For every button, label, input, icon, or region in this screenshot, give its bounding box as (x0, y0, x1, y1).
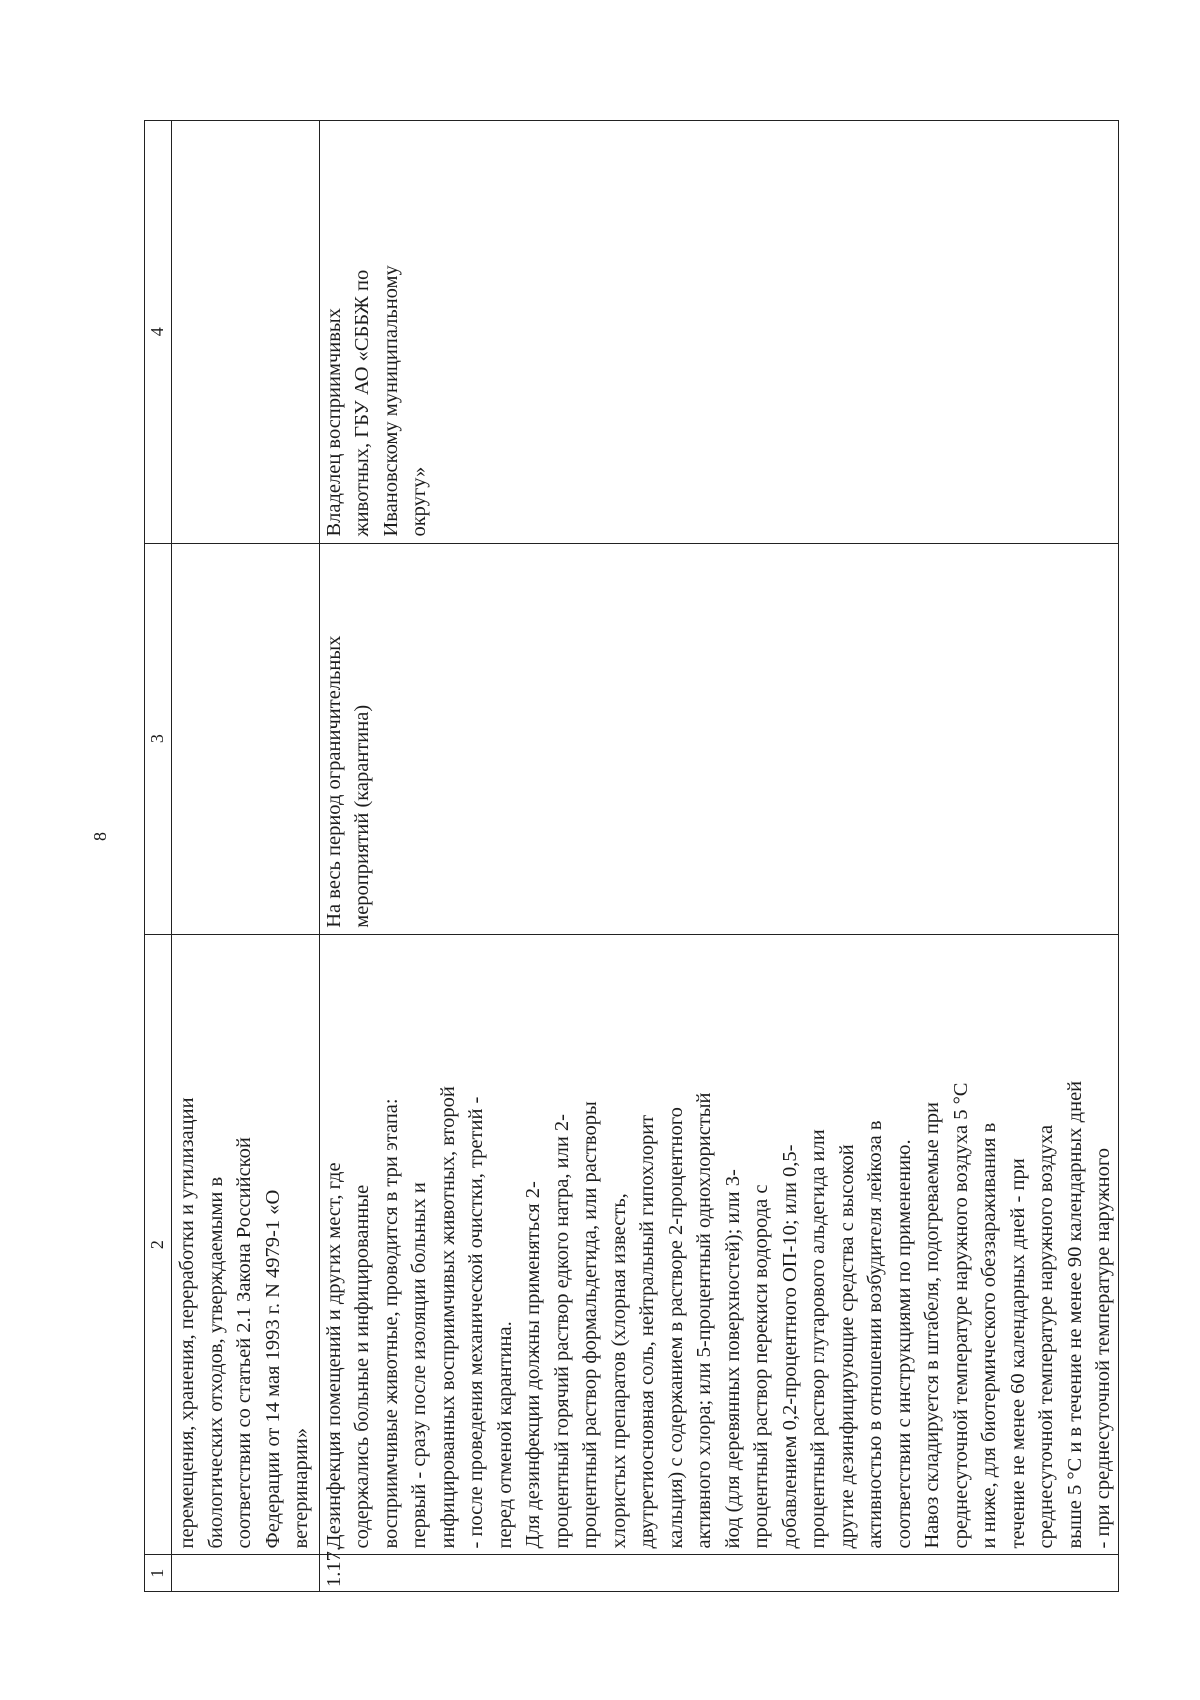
text-line: соответствии со статьей 2.1 Закона Российской (233, 1137, 255, 1549)
cell-number: 1.17. (319, 1555, 1118, 1592)
text-line: процентный раствор формальдегида, или растворы (579, 1101, 601, 1549)
text-line: процентный раствор глутарового альдегида или (807, 1129, 829, 1549)
text-line: ветеринарии» (290, 1428, 312, 1549)
text-line: течение не менее 60 календарных дней - при (1006, 1158, 1029, 1549)
text-line: соответствии с инструкциями по применению. (892, 1139, 915, 1549)
text-line: процентный горячий раствор едкого натра, или 2- (550, 1113, 573, 1549)
text-line: среднесуточной температуре наружного воздуха 5 °С (949, 1082, 972, 1549)
table-header-row (145, 121, 172, 1592)
text-line: кальция) с содержанием в растворе 2-процентного (664, 1107, 687, 1549)
text-line: Владелец восприимчивых (322, 308, 345, 537)
text-line: Навоз складируется в штабеля, подогреваемые при (921, 1101, 943, 1549)
header-col-3: 3 (145, 543, 172, 934)
text-line: восприимчивые животные, проводится в три этапа: (379, 1098, 402, 1549)
text-line: йод (для деревянных поверхностей); или 3- (721, 1169, 744, 1549)
page-number: 8 (90, 832, 110, 841)
table-row-1-17 (319, 121, 1118, 1592)
cell-measure (319, 934, 1118, 1555)
header-col-4: 4 (145, 121, 172, 544)
cell-measure (172, 934, 320, 1555)
text-line: содержались больные и инфицированные (351, 1184, 373, 1549)
text-line: Дезинфекция помещений и других мест, где (322, 1162, 345, 1549)
text-line: перед отменой карантина. (493, 1321, 516, 1549)
cell-number (172, 1555, 320, 1592)
text-line: Для дезинфекции должны применяться 2- (522, 1181, 544, 1549)
text-line: На весь период ограничительных (322, 635, 345, 928)
text-line: активностью в отношении возбудителя лейкоза в (864, 1120, 886, 1549)
text-line: и ниже, для биотермического обеззараживания в (978, 1122, 1000, 1549)
text-line: двутретиосновная соль, нейтральный гипохлорит (636, 1114, 658, 1549)
text-line: биологических отходов, утверждаемыми в (204, 1176, 227, 1549)
header-col-1: 1 (145, 1555, 172, 1592)
text-line: хлористых препаратов (хлорная известь, (607, 1193, 630, 1549)
text-line: активного хлора; или 5-процентный однохлористый (693, 1092, 715, 1549)
text-line: другие дезинфицирующие средства с высокой (835, 1144, 858, 1549)
text-line: добавлением 0,2-процентного ОП-10; или 0,5- (778, 1144, 801, 1549)
cell-responsible (319, 121, 1118, 544)
text-line: процентный раствор перекиси водорода с (750, 1184, 772, 1549)
text-line: первый - сразу после изоляции больных и (408, 1182, 430, 1549)
text-line: Федерации от 14 мая 1993 г. N 4979-1 «О (261, 1189, 284, 1549)
table-row-continuation (172, 121, 320, 1592)
text-line: перемещения, хранения, переработки и утилизации (176, 1097, 198, 1549)
text-line: Ивановскому муниципальному (379, 265, 402, 537)
cell-period (172, 543, 320, 934)
text-line: округу» (408, 466, 430, 537)
cell-period (319, 543, 1118, 934)
rotated-table-frame (144, 120, 1114, 1592)
measures-table (144, 120, 1119, 1592)
text-line: - при среднесуточной температуре наружного (1092, 1148, 1114, 1549)
header-col-2: 2 (145, 934, 172, 1555)
text-line: животных, ГБУ АО «СББЖ по (351, 269, 373, 537)
text-line: среднесуточной температуре наружного воздуха (1035, 1124, 1057, 1549)
text-line: инфицированных восприимчивых животных, второй (436, 1086, 459, 1549)
text-line: - после проведения механической очистки, третий - (465, 1096, 487, 1549)
text-line: мероприятий (карантина) (351, 704, 373, 928)
text-line: выше 5 °С и в течение не менее 90 календарных дней (1063, 1080, 1086, 1549)
cell-responsible (172, 121, 320, 544)
